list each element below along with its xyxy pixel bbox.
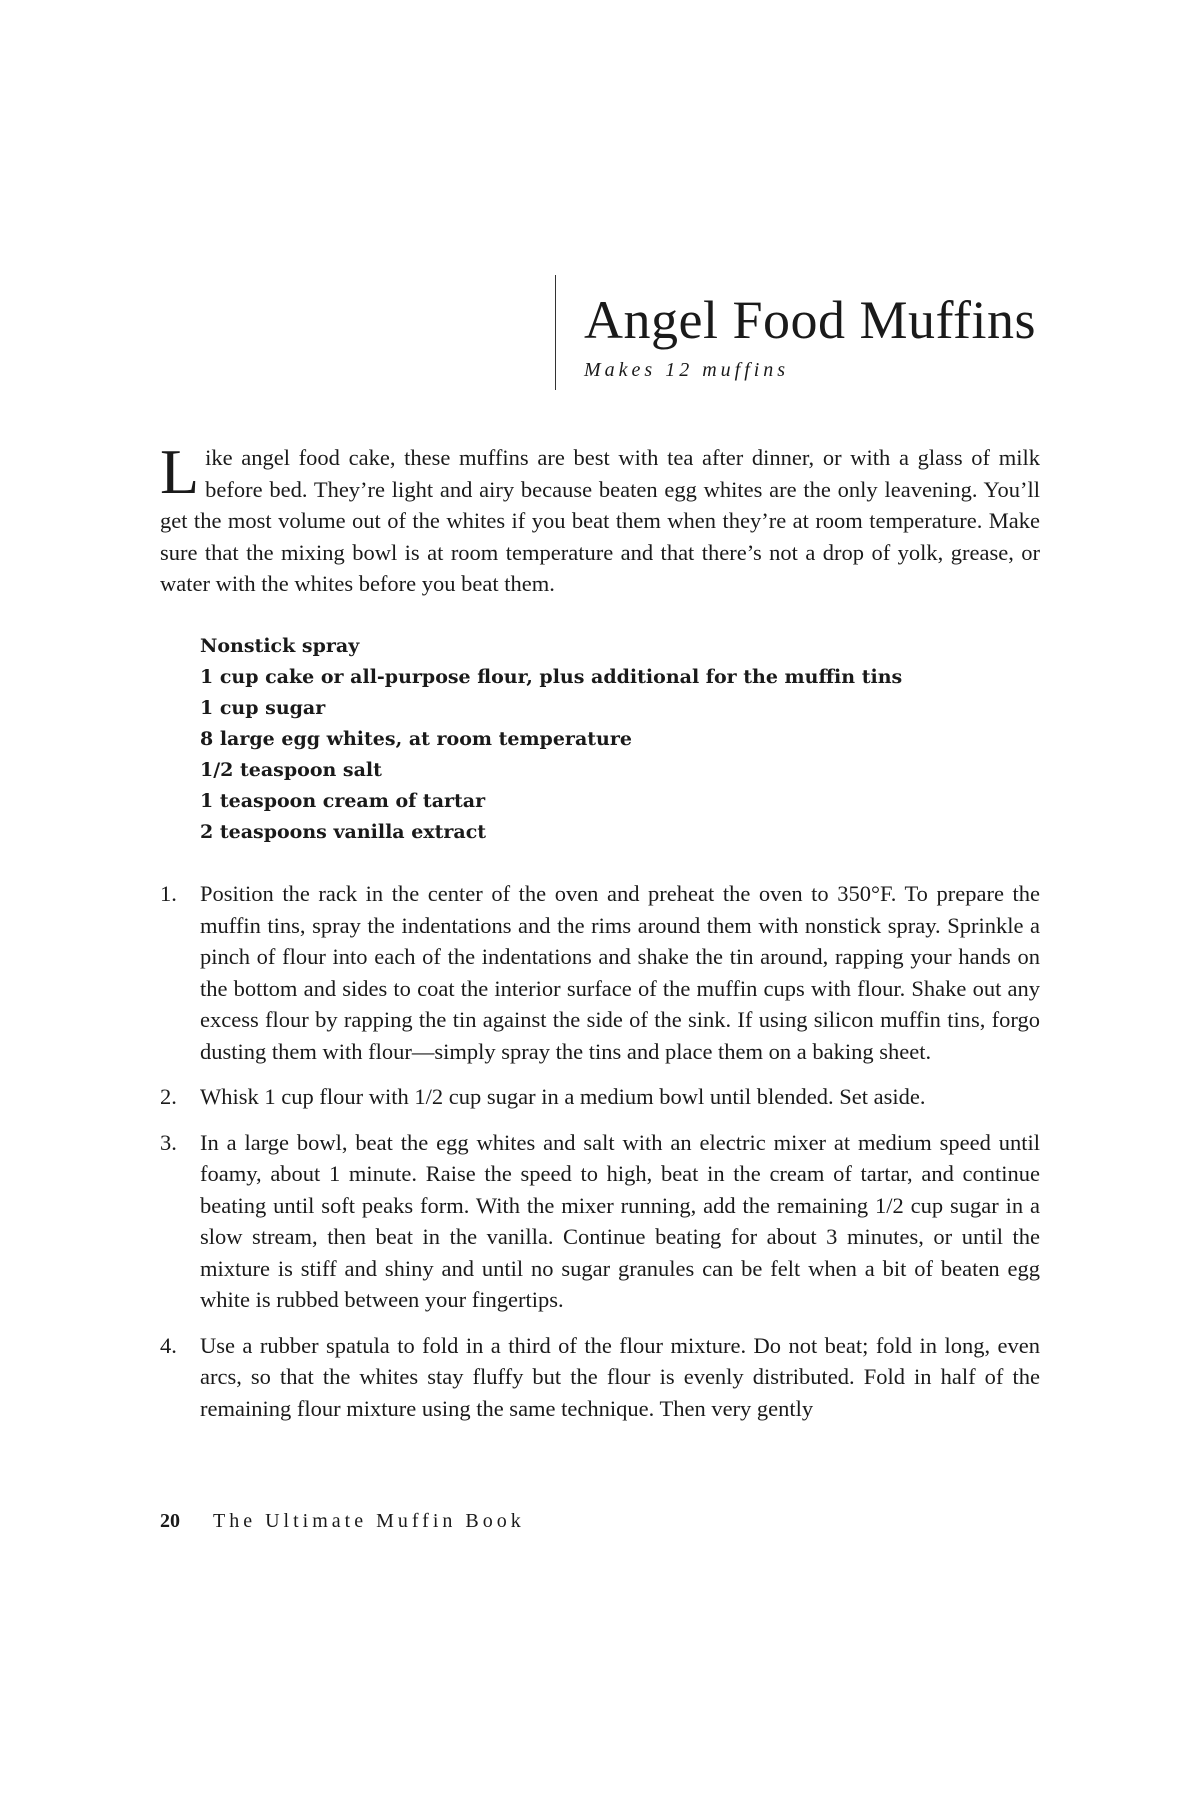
step-text: Whisk 1 cup flour with 1/2 cup sugar in a medium bowl until blended. Set aside. [200, 1084, 926, 1109]
step-list [160, 878, 1040, 1438]
step-text: In a large bowl, beat the egg whites and salt with an electric mixer at medium speed until foamy, about 1 minute. Raise the speed to high, beat in the cream of tartar, and continue beating until soft peaks form. With the mixer running, add the remaining 1/2 cup sugar in a slow stream, then beat in the vanilla. Continue beating for about 3 minutes, or until the mixture is stiff and shiny and until no sugar granules can be felt when a bit of beaten egg white is rubbed between your fingertips. [200, 1129, 1040, 1312]
ingredient-item: 1 cup cake or all-purpose flour, plus additional for the muffin tins [200, 666, 903, 688]
step-item [160, 1330, 1040, 1425]
ingredient-item: 1/2 teaspoon salt [200, 759, 382, 781]
page-footer [160, 1510, 525, 1533]
ingredient-list [200, 631, 902, 848]
running-title: The Ultimate Muffin Book [213, 1510, 525, 1532]
ingredient-item: 1 cup sugar [200, 697, 326, 719]
drop-cap: L [160, 436, 200, 507]
ingredient-item: Nonstick spray [200, 635, 360, 657]
step-item [160, 878, 1040, 1067]
step-text: Position the rack in the center of the oven and preheat the oven to 350°F. To prepare the muffin tins, spray the indentations and the rims around them with nonstick spray. Sprinkle a pinch of flour into each of the indentations and shake the tin around, rapping your hands on the bottom and sides to coat the interior surface of the muffin cups with flour. Shake out any excess flour by rapping the tin against the side of the sink. If using silicon muffin tins, forgo dusting them with flour—simply spray the tins and place them on a baking sheet. [200, 881, 1040, 1064]
step-number: 3. [160, 1129, 177, 1155]
step-item [160, 1127, 1040, 1316]
step-item [160, 1081, 1040, 1113]
step-number: 2. [160, 1084, 177, 1109]
ingredient-item: 2 teaspoons vanilla extract [200, 821, 487, 843]
step-number: 4. [160, 1332, 177, 1358]
page-number: 20 [160, 1510, 180, 1532]
recipe-title: Angel Food Muffins [584, 290, 1037, 350]
step-text: Use a rubber spatula to fold in a third of the flour mixture. Do not beat; fold in long, even arcs, so that the whites stay fluffy but the flour is evenly distributed. Fold in half of the remaining flour mixture using the same technique. Then very gently [200, 1332, 1040, 1421]
ingredient-item: 1 teaspoon cream of tartar [200, 790, 486, 812]
intro-text: ike angel food cake, these muffins are best with tea after dinner, or with a glass of milk before bed. They’re light and airy because beaten egg whites are the only leavening. You’ll get the most volume out of the whites if you beat them when they’re at room temperature. Make sure that the mixing bowl is at room temperature and that there’s not a drop of yolk, grease, or water with the whites before you beat them. [160, 445, 1040, 596]
recipe-yield: Makes 12 muffins [584, 359, 790, 381]
ingredient-item: 8 large egg whites, at room temperature [200, 728, 632, 750]
intro-paragraph [160, 436, 1040, 600]
title-block [555, 275, 1036, 390]
step-number: 1. [160, 881, 177, 906]
